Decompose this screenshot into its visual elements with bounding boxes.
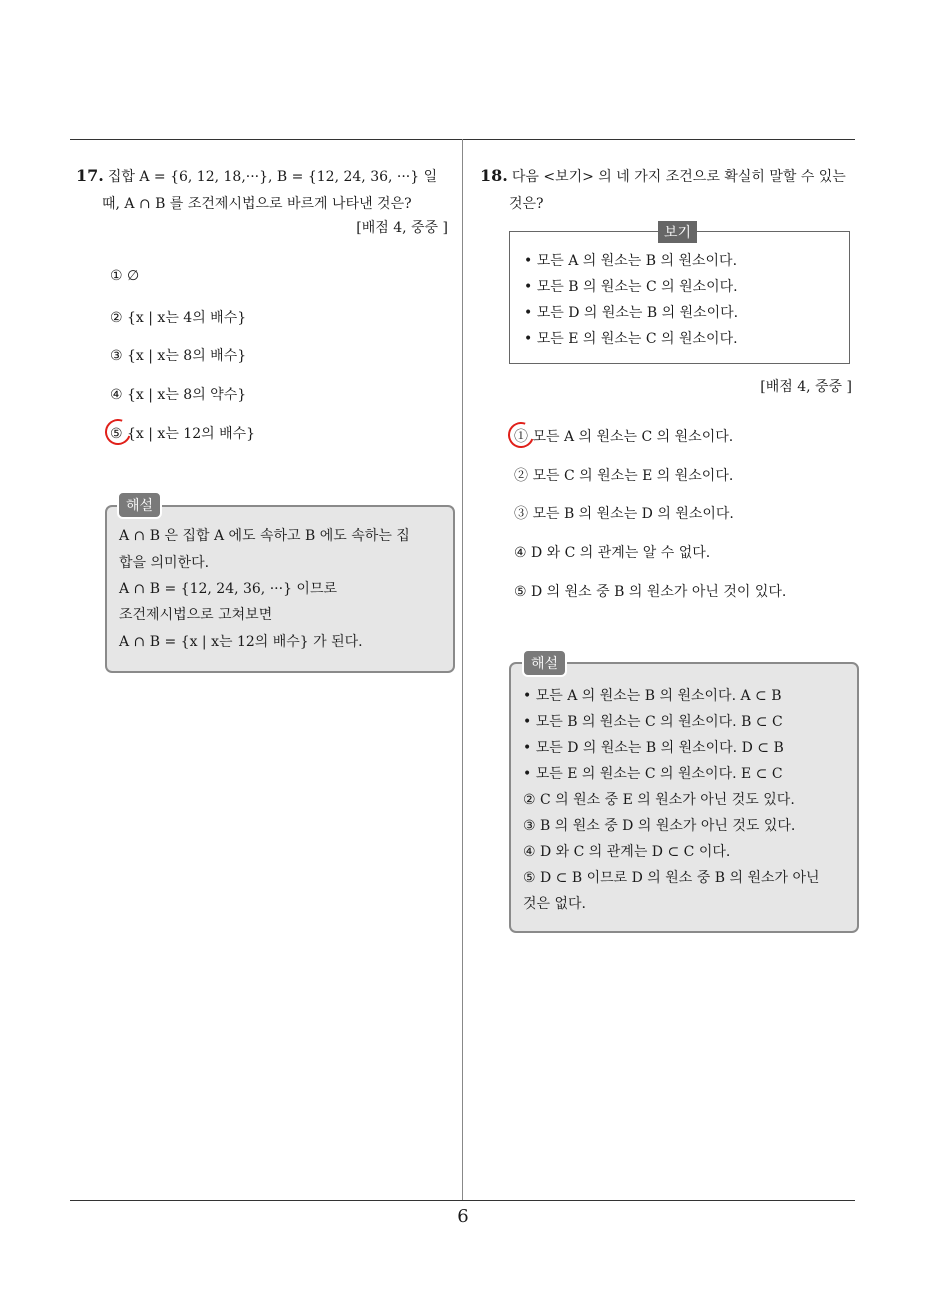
answer-mark-circle-q17	[101, 415, 136, 450]
question-18-line2: 것은?	[509, 196, 544, 212]
question-17-line1: 집합 A = {6, 12, 18,···}, B = {12, 24, 36, ···} 일	[107, 169, 438, 185]
q18-choice-4[interactable]: ④ D 와 C 의 관계는 알 수 없다.	[514, 545, 711, 561]
bogi-line-4: • 모든 E 의 원소는 C 의 원소이다.	[524, 331, 738, 347]
column-divider	[462, 139, 463, 1201]
q17-solution-box	[105, 505, 455, 673]
q17-solution-line-4: 조건제시법으로 고쳐보면	[119, 607, 273, 623]
question-18	[480, 162, 860, 218]
q17-solution-line-1: A ∩ B 은 집합 A 에도 속하고 B 에도 속하는 집	[119, 528, 410, 544]
answer-mark-circle-q18	[504, 418, 539, 453]
q17-solution-tag: 해설	[117, 491, 162, 519]
q17-solution-line-5: A ∩ B = {x | x는 12의 배수} 가 된다.	[119, 634, 363, 650]
q18-choice-1[interactable]: ① 모든 A 의 원소는 C 의 원소이다.	[514, 429, 734, 445]
q18-choice-2[interactable]: ② 모든 C 의 원소는 E 의 원소이다.	[514, 468, 734, 484]
q18-solution-line-3: • 모든 D 의 원소는 B 의 원소이다. D ⊂ B	[523, 740, 784, 756]
q18-solution-line-8: ⑤ D ⊂ B 이므로 D 의 원소 중 B 의 원소가 아닌	[523, 870, 820, 886]
q18-solution-line-1: • 모든 A 의 원소는 B 의 원소이다. A ⊂ B	[523, 688, 782, 704]
question-17	[76, 162, 456, 218]
q17-solution-line-3: A ∩ B = {12, 24, 36, ···} 이므로	[119, 581, 337, 597]
q18-choice-5[interactable]: ⑤ D 의 원소 중 B 의 원소가 아닌 것이 있다.	[514, 584, 787, 600]
question-17-number: 17.	[76, 166, 104, 185]
q17-choice-1[interactable]: ① ∅	[110, 268, 140, 284]
question-17-meta: [배점 4, 중중 ]	[356, 220, 448, 236]
q18-solution-line-2: • 모든 B 의 원소는 C 의 원소이다. B ⊂ C	[523, 714, 783, 730]
bogi-line-1: • 모든 A 의 원소는 B 의 원소이다.	[524, 253, 738, 269]
bogi-box	[509, 231, 850, 364]
q17-solution-line-2: 합을 의미한다.	[119, 555, 210, 571]
q17-choice-2[interactable]: ② {x | x는 4의 배수}	[110, 310, 247, 326]
q17-choice-3[interactable]: ③ {x | x는 8의 배수}	[110, 348, 247, 364]
q18-solution-line-7: ④ D 와 C 의 관계는 D ⊂ C 이다.	[523, 844, 731, 860]
q18-solution-line-9: 것은 없다.	[523, 896, 586, 912]
q18-solution-line-4: • 모든 E 의 원소는 C 의 원소이다. E ⊂ C	[523, 766, 783, 782]
question-18-meta: [배점 4, 중중 ]	[760, 379, 852, 395]
bogi-tag: 보기	[658, 221, 697, 243]
bottom-rule	[70, 1200, 855, 1201]
q17-choice-4[interactable]: ④ {x | x는 8의 약수}	[110, 387, 247, 403]
q18-solution-line-5: ② C 의 원소 중 E 의 원소가 아닌 것도 있다.	[523, 792, 795, 808]
question-18-number: 18.	[480, 166, 508, 185]
bogi-line-3: • 모든 D 의 원소는 B 의 원소이다.	[524, 305, 739, 321]
question-18-line1: 다음 <보기> 의 네 가지 조건으로 확실히 말할 수 있는	[511, 169, 846, 185]
page-number: 6	[457, 1206, 469, 1227]
question-17-line2: 때, A ∩ B 를 조건제시법으로 바르게 나타낸 것은?	[102, 196, 412, 212]
q17-choice-5[interactable]: ⑤ {x | x는 12의 배수}	[110, 426, 256, 442]
q18-solution-line-6: ③ B 의 원소 중 D 의 원소가 아닌 것도 있다.	[523, 818, 796, 834]
q18-solution-tag: 해설	[522, 649, 567, 677]
bogi-line-2: • 모든 B 의 원소는 C 의 원소이다.	[524, 279, 738, 295]
q18-solution-box	[509, 662, 859, 933]
q18-choice-3[interactable]: ③ 모든 B 의 원소는 D 의 원소이다.	[514, 506, 734, 522]
